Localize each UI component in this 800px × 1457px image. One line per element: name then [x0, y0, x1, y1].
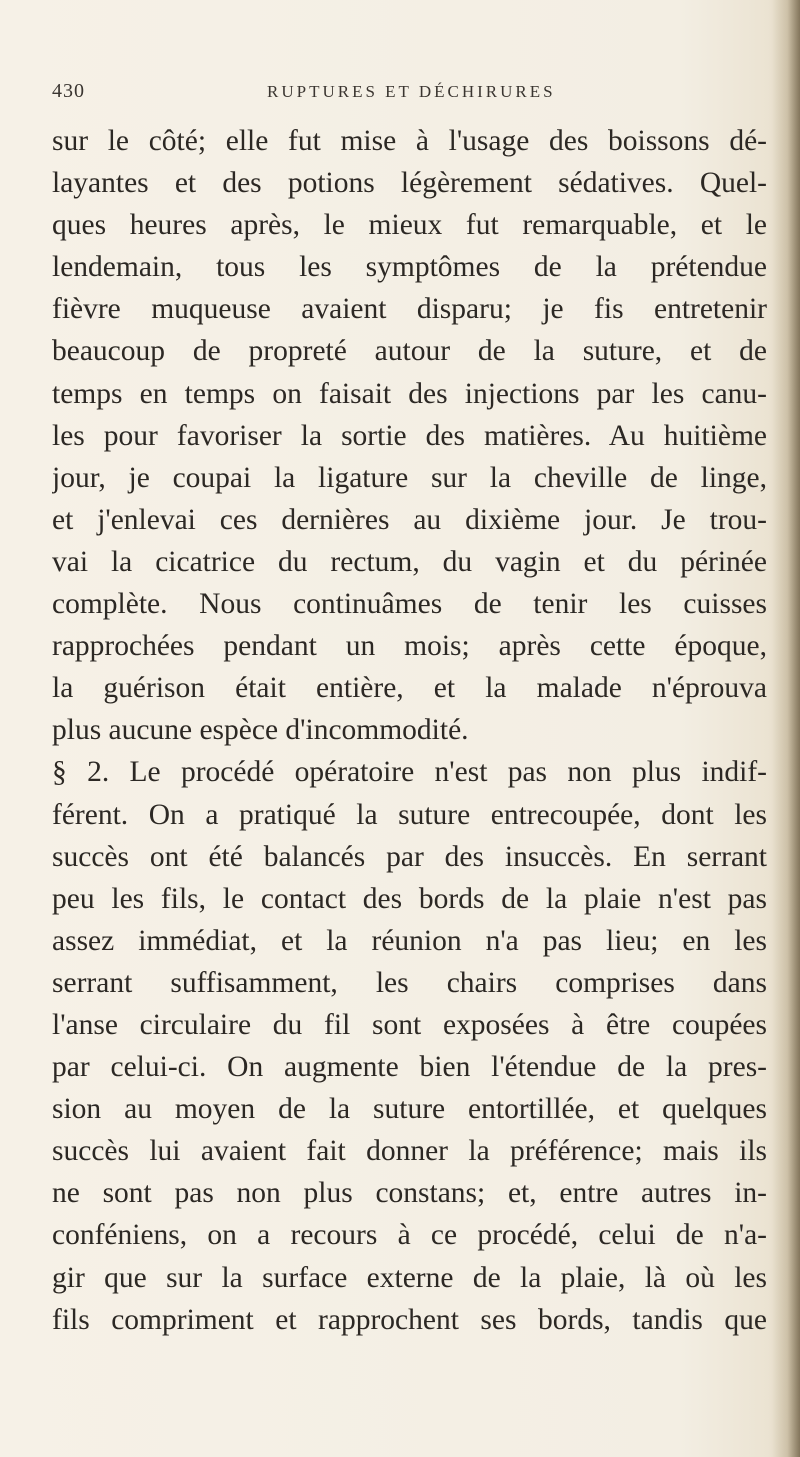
page-header: [52, 80, 752, 110]
body-text: [52, 120, 767, 1341]
text-line: lendemain, tous les symptômes de la prétendue: [52, 251, 767, 284]
text-line: les pour favoriser la sortie des matières. Au huitième: [52, 419, 767, 452]
text-line: ques heures après, le mieux fut remarquable, et le: [52, 209, 767, 242]
text-line: beaucoup de propreté autour de la suture, et de: [52, 335, 767, 368]
running-title: RUPTURES ET DÉCHIRURES: [267, 82, 556, 101]
text-line: fils compriment et rapprochent ses bords, tandis que: [52, 1303, 767, 1336]
text-line: par celui-ci. On augmente bien l'étendue de la pres-: [52, 1051, 767, 1084]
text-line: § 2. Le procédé opératoire n'est pas non plus indif-: [52, 756, 767, 789]
page-number: 430: [52, 80, 85, 102]
text-line: peu les fils, le contact des bords de la plaie n'est pas: [52, 882, 767, 915]
text-line: plus aucune espèce d'incommodité.: [52, 714, 469, 747]
text-line: jour, je coupai la ligature sur la cheville de linge,: [52, 461, 767, 494]
text-line: l'anse circulaire du fil sont exposées à être coupées: [52, 1008, 767, 1041]
text-line: layantes et des potions légèrement sédatives. Quel-: [52, 167, 767, 200]
page-edge-shadow: [772, 0, 800, 1457]
text-line: rapprochées pendant un mois; après cette époque,: [52, 630, 767, 663]
text-line: sur le côté; elle fut mise à l'usage des boissons dé-: [52, 125, 767, 157]
text-line: complète. Nous continuâmes de tenir les cuisses: [52, 588, 767, 621]
text-line: fièvre muqueuse avaient disparu; je fis entretenir: [52, 293, 767, 326]
text-line: gir que sur la surface externe de la plaie, là où les: [52, 1261, 767, 1294]
text-line: férent. On a pratiqué la suture entrecoupée, dont les: [52, 798, 767, 831]
text-line: assez immédiat, et la réunion n'a pas lieu; en les: [52, 924, 767, 957]
text-line: la guérison était entière, et la malade n'éprouva: [52, 672, 767, 705]
text-line: ne sont pas non plus constans; et, entre autres in-: [52, 1177, 767, 1210]
text-line: temps en temps on faisait des injections par les canu-: [52, 377, 767, 410]
text-line: succès lui avaient fait donner la préférence; mais ils: [52, 1135, 767, 1168]
text-line: serrant suffisamment, les chairs comprises dans: [52, 966, 767, 999]
text-line: vai la cicatrice du rectum, du vagin et du périnée: [52, 545, 767, 578]
text-line: succès ont été balancés par des insuccès. En serrant: [52, 840, 767, 873]
text-line: et j'enlevai ces dernières au dixième jour. Je trou-: [52, 503, 767, 536]
text-line: conféniens, on a recours à ce procédé, celui de n'a-: [52, 1219, 767, 1252]
text-line: sion au moyen de la suture entortillée, et quelques: [52, 1093, 767, 1126]
